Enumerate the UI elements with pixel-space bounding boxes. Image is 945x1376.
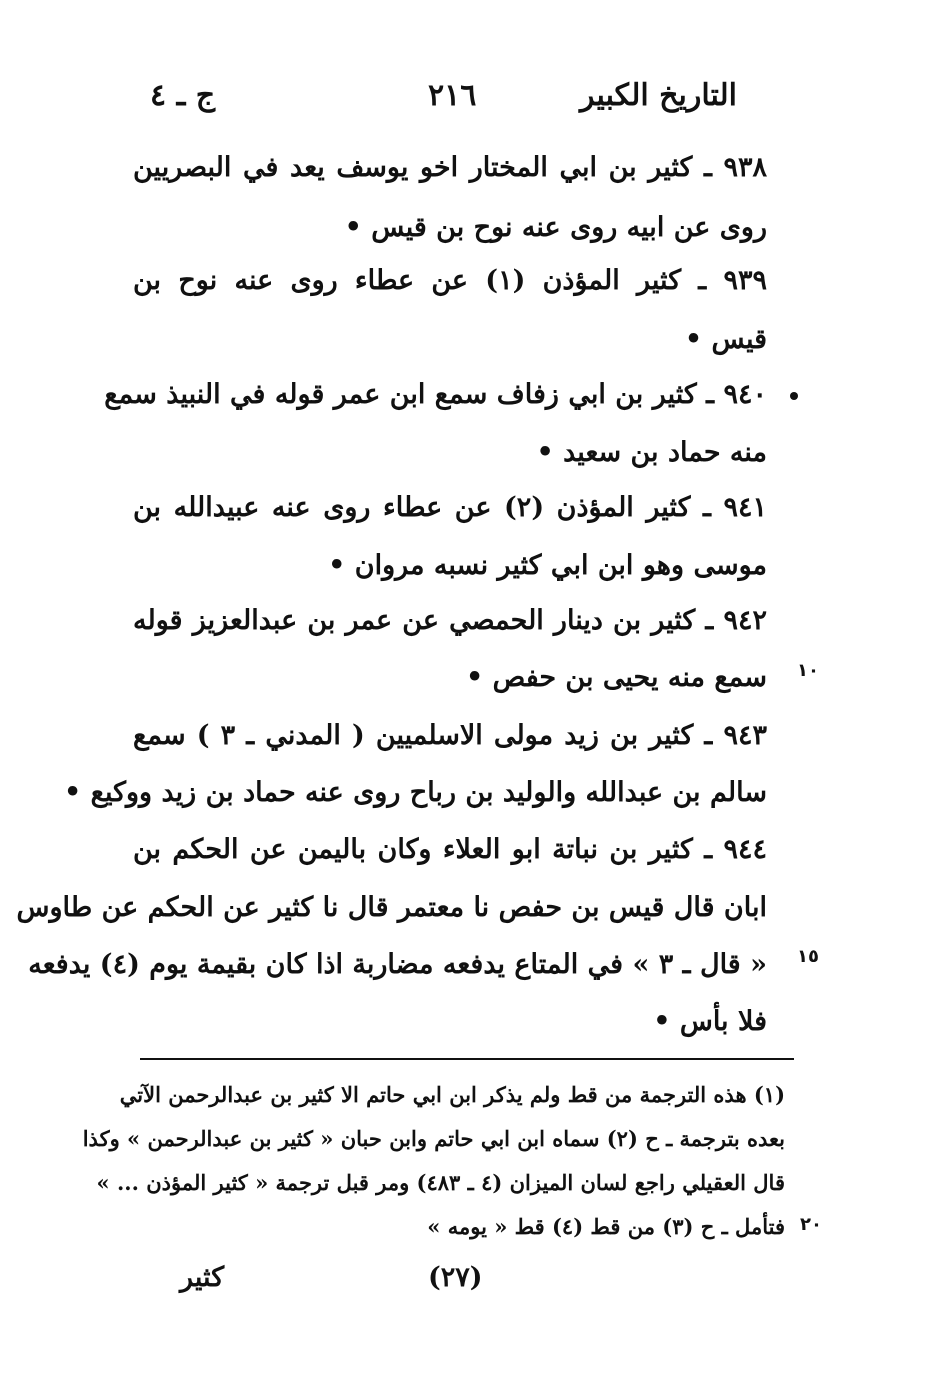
footnote-separator [140,1058,794,1060]
footnote-line-1: (١) هذه الترجمة من قط ولم يذكر ابن ابي حاتم الا كثير بن عبدالرحمن الآتي [119,1082,785,1107]
entry-943-line-2: سالم بن عبدالله والوليد بن رباح روى عنه حماد بن زيد ووكيع • [63,777,767,808]
catchword: كثير [180,1262,225,1293]
entry-939-line-2: قيس • [684,324,767,355]
page-number: ٢١٦ [428,78,477,113]
entry-943-line-1: ٩٤٣ ـ كثير بن زيد مولى الاسلميين ( المدني ـ ٣ ) سمع [133,720,767,751]
entry-939-line-1: ٩٣٩ ـ كثير المؤذن (١) عن عطاء روى عنه نوح بن [133,265,767,296]
margin-dot [790,392,798,400]
entry-941-line-1: ٩٤١ ـ كثير المؤذن (٢) عن عطاء روى عنه عبيدالله بن [133,492,767,523]
entry-942-line-2: سمع منه يحيى بن حفص • [465,662,767,693]
entry-942-line-1: ٩٤٢ ـ كثير بن دينار الحمصي عن عمر بن عبدالعزيز قوله [133,605,767,636]
footnote-line-3: قال العقيلي راجع لسان الميزان (٤ ـ ٤٨٣) ومر قبل ترجمة « كثير المؤذن ... » [96,1170,785,1195]
entry-940-line-2: منه حماد بن سعيد • [536,437,767,468]
entry-938-line-2: روى عن ابيه روى عنه نوح بن قيس • [344,212,767,243]
entry-944-line-1: ٩٤٤ ـ كثير بن نباتة ابو العلاء وكان باليمن عن الحكم بن [133,834,767,865]
entry-944-line-2: ابان قال قيس بن حفص نا معتمر قال نا كثير عن الحكم عن طاوس [16,892,767,923]
book-title: التاريخ الكبير [579,78,737,113]
margin-line-number-10: ١٠ [797,660,819,681]
footnote-line-4: فتأمل ـ ح (٣) من قط (٤) قط « يومه » [427,1214,785,1239]
entry-940-line-1: ٩٤٠ ـ كثير بن ابي زفاف سمع ابن عمر قوله في النبيذ سمع [104,379,767,410]
entry-941-line-2: موسى وهو ابن ابي كثير نسبه مروان • [328,550,767,581]
volume-label: ج ـ ٤ [150,78,216,113]
margin-line-number-20: ٢٠ [800,1214,822,1235]
entry-944-line-4: فلا بأس • [653,1006,767,1037]
margin-line-number-15: ١٥ [797,946,819,967]
footnote-line-2: بعده بترجمة ـ ح (٢) سماه ابن ابي حاتم وابن حبان « كثير بن عبدالرحمن » وكذا [82,1126,785,1151]
printer-signature: (٢٧) [428,1262,483,1293]
entry-944-line-3: « قال ـ ٣ » في المتاع يدفعه مضاربة اذا كان بقيمة يوم (٤) يدفعه [28,949,767,980]
entry-938-line-1: ٩٣٨ ـ كثير بن ابي المختار اخو يوسف يعد في البصريين [133,152,767,183]
